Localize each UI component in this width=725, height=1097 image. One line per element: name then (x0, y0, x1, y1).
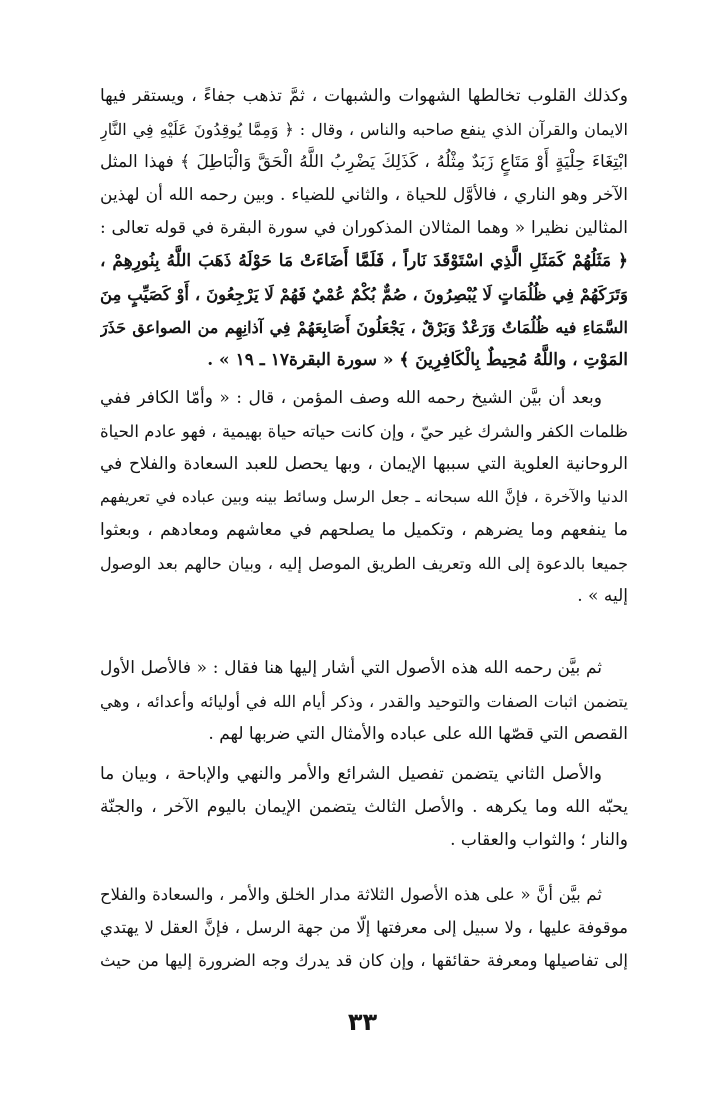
quran-verse-line: السَّمَاءِ فيه ظُلُمَاتٌ وَرَعْدٌ وَبَرْقٌ ، يَجْعَلُونَ أَصَابِعَهُمْ فِي آذانِهِم من الصواعق حَذَرَ (100, 318, 628, 337)
text-line: والنار ؛ والثواب والعقاب . (450, 830, 628, 850)
text-line: ثم بيَّن رحمه الله هذه الأصول التي أشار إليها هنا فقال : « فالأصل الأول (100, 658, 602, 678)
text-line: ما ينفعهم وما يضرهم ، وتكميل ما يصلحهم في معاشهم ومعادهم ، وبعثوا (100, 520, 628, 540)
text-line: وكذلك القلوب تخالطها الشهوات والشبهات ، ثمَّ تذهب جفاءً ، ويستقر فيها (100, 86, 628, 106)
text-line: إلى تفاصيلها ومعرفة حقائقها ، وإن كان قد يدرك وجه الضرورة إليها من حيث (100, 951, 628, 970)
text-line: القصص التي قصّها الله على عباده والأمثال التي ضربها لهم . (208, 724, 628, 744)
text-line: موقوفة عليها ، ولا سبيل إلى معرفتها إلّا من جهة الرسل ، فإنَّ العقل لا يهتدي (100, 918, 628, 937)
quran-verse-line: ﴿ مَثَلُهُمْ كَمَثَلِ الَّذِي اسْتَوْقَدَ نَاراً ، فَلَمَّا أَضَاءَتْ مَا حَوْلَهُ ذَهَبَ اللَّهُ بِنُورِهِمْ ، (100, 251, 628, 271)
text-line: الروحانية العلوية التي سببها الإيمان ، وبها يحصل للعبد السعادة والفلاح في (100, 454, 628, 474)
text-line: الدنيا والآخرة ، فإنَّ الله سبحانه ـ جعل الرسل وسائط بينه وبين عباده في تعريفهم (100, 488, 628, 506)
text-line: المثالين نظيرا « وهما المثالان المذكوران في سورة البقرة في قوله تعالى : (100, 218, 628, 238)
text-line: ثم بيَّن أنَّ « على هذه الأصول الثلاثة مدار الخلق والأمر ، والسعادة والفلاح (100, 885, 602, 904)
text-line: والأصل الثاني يتضمن تفصيل الشرائع والأمر والنهي والإباحة ، وبيان ما (100, 764, 602, 784)
text-line: يتضمن اثبات الصفات والتوحيد والقدر ، وذكر أيام الله في أوليائه وأعدائه ، وهي (100, 692, 628, 711)
text-line: وبعد أن بيَّن الشيخ رحمه الله وصف المؤمن ، قال : « وأمّا الكافر ففي (100, 388, 602, 408)
text-line: يحبّه الله وما يكرهه . والأصل الثالث يتضمن الإيمان باليوم الآخر ، والجنّة (100, 797, 628, 817)
quran-verse-line: المَوْتِ ، واللَّهُ مُحِيطٌ بِالْكَافِرِينَ ﴾ « سورة البقرة١٧ ـ ١٩ » . (207, 350, 628, 370)
page-number: ٣٣ (347, 1008, 378, 1036)
text-line: ابْتِغَاءَ حِلْيَةٍ أَوْ مَتَاعٍ زَبَدٌ مِثْلُهُ ، كَذَلِكَ يَضْرِبُ اللَّهُ الْحَقَّ وَالْبَاطِلَ ﴾ فهذا المثل (100, 152, 628, 172)
text-line: إليه » . (577, 586, 628, 606)
text-line: الآخر وهو الناري ، فالأوَّل للحياة ، والثاني للضياء . وبين رحمه الله أن لهذين (100, 185, 628, 205)
paragraph-3 (100, 652, 628, 751)
quran-verse-line: وَتَرَكَهُمْ فِي ظُلُمَاتٍ لَا يُبْصِرُونَ ، صُمٌّ بُكْمٌ عُمْيٌ فَهُمْ لَا يَرْجِعُونَ ، أَوْ كَصَيِّبٍ مِنَ (100, 285, 628, 304)
text-line: ظلمات الكفر والشرك غير حيّ ، وإن كانت حياته حياة بهيمية ، فهو عادم الحياة (100, 422, 628, 441)
text-line: جميعا بالدعوة إلى الله وتعريف الطريق الموصل إليه ، وبيان حالهم بعد الوصول (100, 554, 628, 573)
paragraph-2 (100, 382, 628, 613)
paragraph-4 (100, 758, 628, 857)
paragraph-5 (100, 878, 628, 977)
text-line: الايمان والقرآن الذي ينفع صاحبه والناس ، وقال : ﴿ وَمِمَّا يُوقِدُونَ عَلَيْهِ فِي النَّارِ (100, 120, 628, 139)
paragraph-1 (100, 80, 628, 377)
